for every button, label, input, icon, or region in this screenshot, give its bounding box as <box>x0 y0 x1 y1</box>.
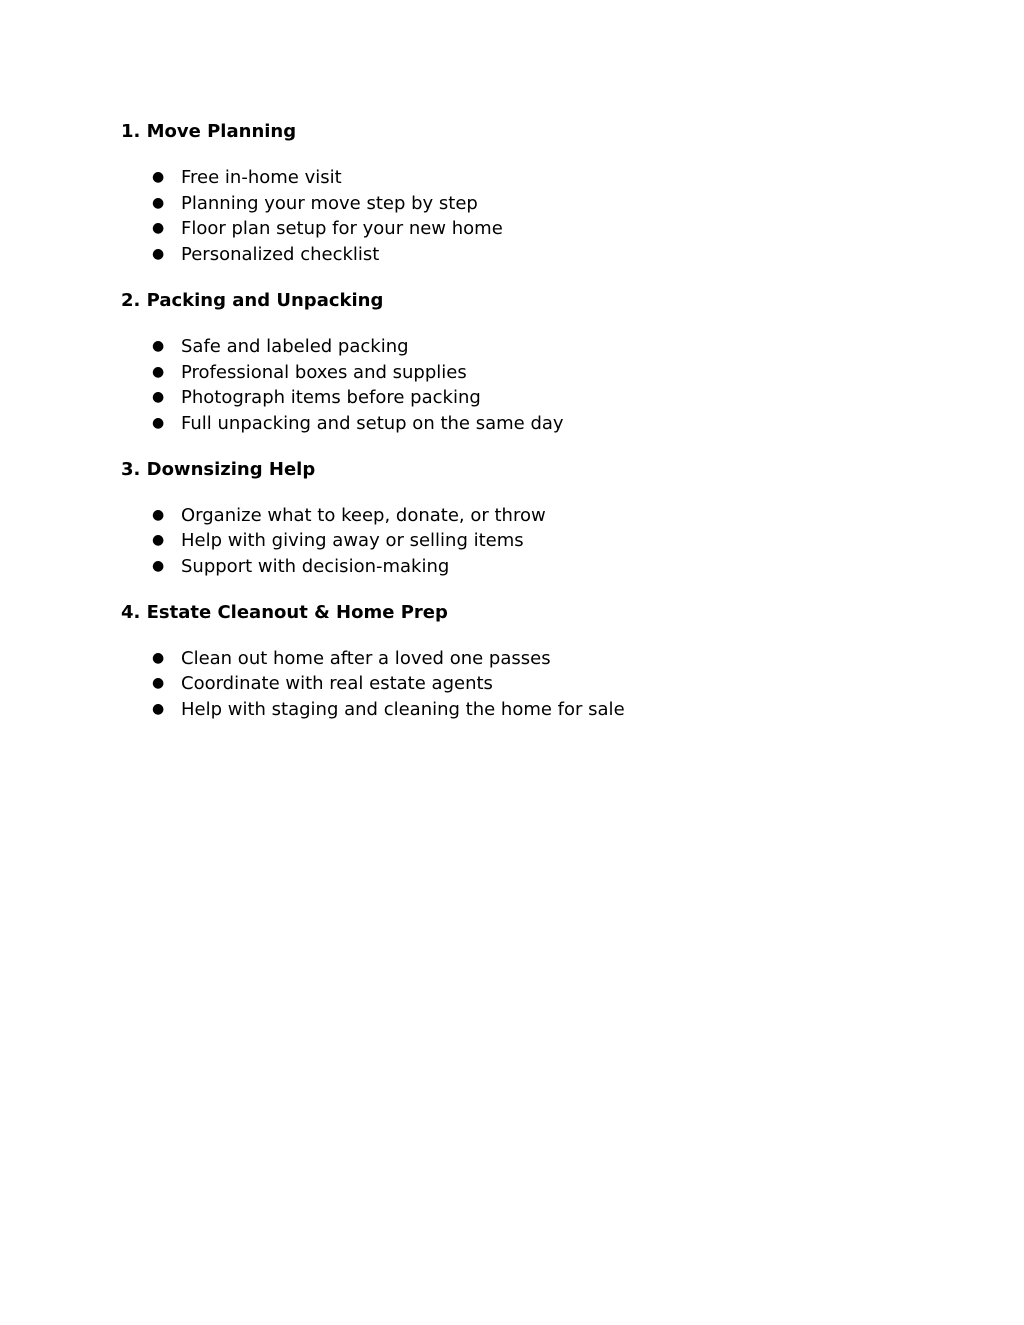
section-heading: 3. Downsizing Help <box>121 458 316 480</box>
list-item <box>121 554 1024 580</box>
bullet-icon: ● <box>152 363 165 380</box>
list-item-text: Coordinate with real estate agents <box>181 673 493 695</box>
section-move-planning <box>121 119 1024 268</box>
list-item <box>121 528 1024 554</box>
bullet-icon: ● <box>152 701 165 718</box>
list-item <box>121 671 1024 697</box>
bullet-icon: ● <box>152 558 165 575</box>
list-item <box>121 360 1024 386</box>
list-item-text: Full unpacking and setup on the same day <box>181 412 564 434</box>
list-item <box>121 503 1024 529</box>
bullet-icon: ● <box>152 337 165 354</box>
list-item-text: Photograph items before packing <box>181 387 481 409</box>
list-item-text: Support with decision-making <box>181 556 450 578</box>
bullet-icon: ● <box>152 414 165 431</box>
section-heading: 2. Packing and Unpacking <box>121 289 384 311</box>
bullet-icon: ● <box>152 169 165 185</box>
list-item-text: Planning your move step by step <box>181 192 478 214</box>
list-item-text: Personalized checklist <box>181 244 380 266</box>
list-item-text: Help with staging and cleaning the home for sale <box>181 699 625 721</box>
list-item-text: Professional boxes and supplies <box>181 361 467 383</box>
section-heading: 1. Move Planning <box>121 121 297 142</box>
section-downsizing-help <box>121 457 1024 580</box>
section-heading: 4. Estate Cleanout & Home Prep <box>121 601 448 623</box>
list-item <box>121 697 1024 723</box>
list-item <box>121 191 1024 217</box>
bullet-icon: ● <box>152 194 165 211</box>
section-packing-unpacking <box>121 288 1024 437</box>
list-item-text: Free in-home visit <box>181 167 342 188</box>
bullet-icon: ● <box>152 649 165 666</box>
bullet-list <box>121 165 1024 268</box>
list-item-text: Organize what to keep, donate, or throw <box>181 504 546 526</box>
list-item-text: Safe and labeled packing <box>181 335 409 357</box>
list-item <box>121 385 1024 411</box>
section-estate-cleanout <box>121 600 1024 723</box>
bullet-list <box>121 334 1024 437</box>
list-item-text: Clean out home after a loved one passes <box>181 647 551 669</box>
list-item-text: Floor plan setup for your new home <box>181 218 503 240</box>
list-item <box>121 216 1024 242</box>
list-item <box>121 646 1024 672</box>
bullet-icon: ● <box>152 675 165 692</box>
list-item <box>121 334 1024 360</box>
bullet-icon: ● <box>152 506 165 523</box>
bullet-icon: ● <box>152 246 165 263</box>
list-item <box>121 411 1024 437</box>
bullet-icon: ● <box>152 389 165 406</box>
list-item-text: Help with giving away or selling items <box>181 530 524 552</box>
bullet-icon: ● <box>152 532 165 549</box>
bullet-list <box>121 646 1024 723</box>
bullet-icon: ● <box>152 220 165 237</box>
list-item <box>121 242 1024 268</box>
bullet-list <box>121 503 1024 580</box>
list-item <box>121 165 1024 191</box>
